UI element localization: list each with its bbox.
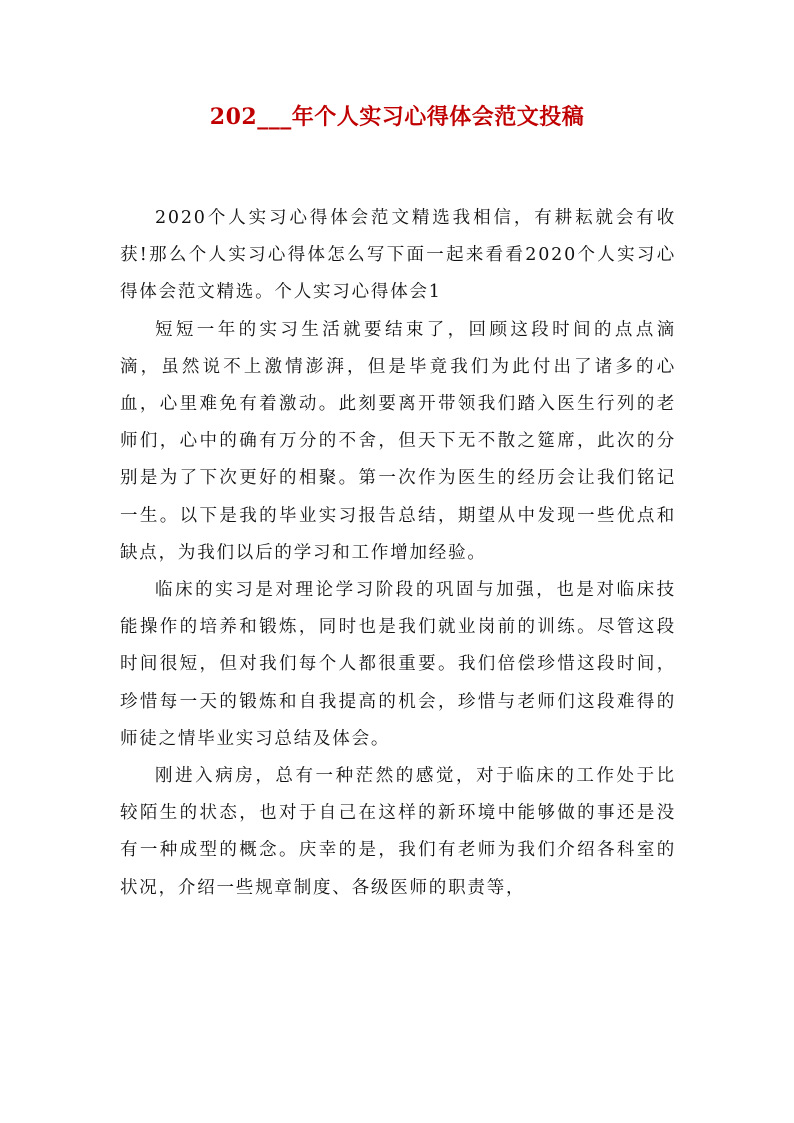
- paragraph-3: 临床的实习是对理论学习阶段的巩固与加强，也是对临床技能操作的培养和锻炼，同时也是我们就业岗前的训练。尽管这段时间很短，但对我们每个人都很重要。我们倍偿珍惜这段时间，珍惜每一天的锻炼和自我提高的机会，珍惜与老师们这段难得的师徒之情毕业实习总结及体会。: [120, 580, 676, 749]
- paragraph-4: 刚进入病房，总有一种茫然的感觉，对于临床的工作处于比较陌生的状态，也对于自己在这样的新环境中能够做的事还是没有一种成型的概念。庆幸的是，我们有老师为我们介绍各科室的状况，介绍一些规章制度、各级医师的职责等，: [120, 766, 676, 898]
- paragraph-intro: 2020个人实习心得体会范文精选我相信，有耕耘就会有收获!那么个人实习心得体怎么写下面一起来看看2020个人实习心得体会范文精选。个人实习心得体会1: [120, 208, 676, 303]
- document-title: 202___年个人实习心得体会范文投稿: [209, 104, 585, 130]
- document-body: [120, 200, 676, 907]
- paragraph-2: 短短一年的实习生活就要结束了，回顾这段时间的点点滴滴，虽然说不上激情澎湃，但是毕竟我们为此付出了诸多的心血，心里难免有着激动。此刻要离开带领我们踏入医生行列的老师们，心中的确有万分的不舍，但天下无不散之筵席，此次的分别是为了下次更好的相聚。第一次作为医生的经历会让我们铭记一生。以下是我的毕业实习报告总结，期望从中发现一些优点和缺点，为我们以后的学习和工作增加经验。: [120, 319, 676, 563]
